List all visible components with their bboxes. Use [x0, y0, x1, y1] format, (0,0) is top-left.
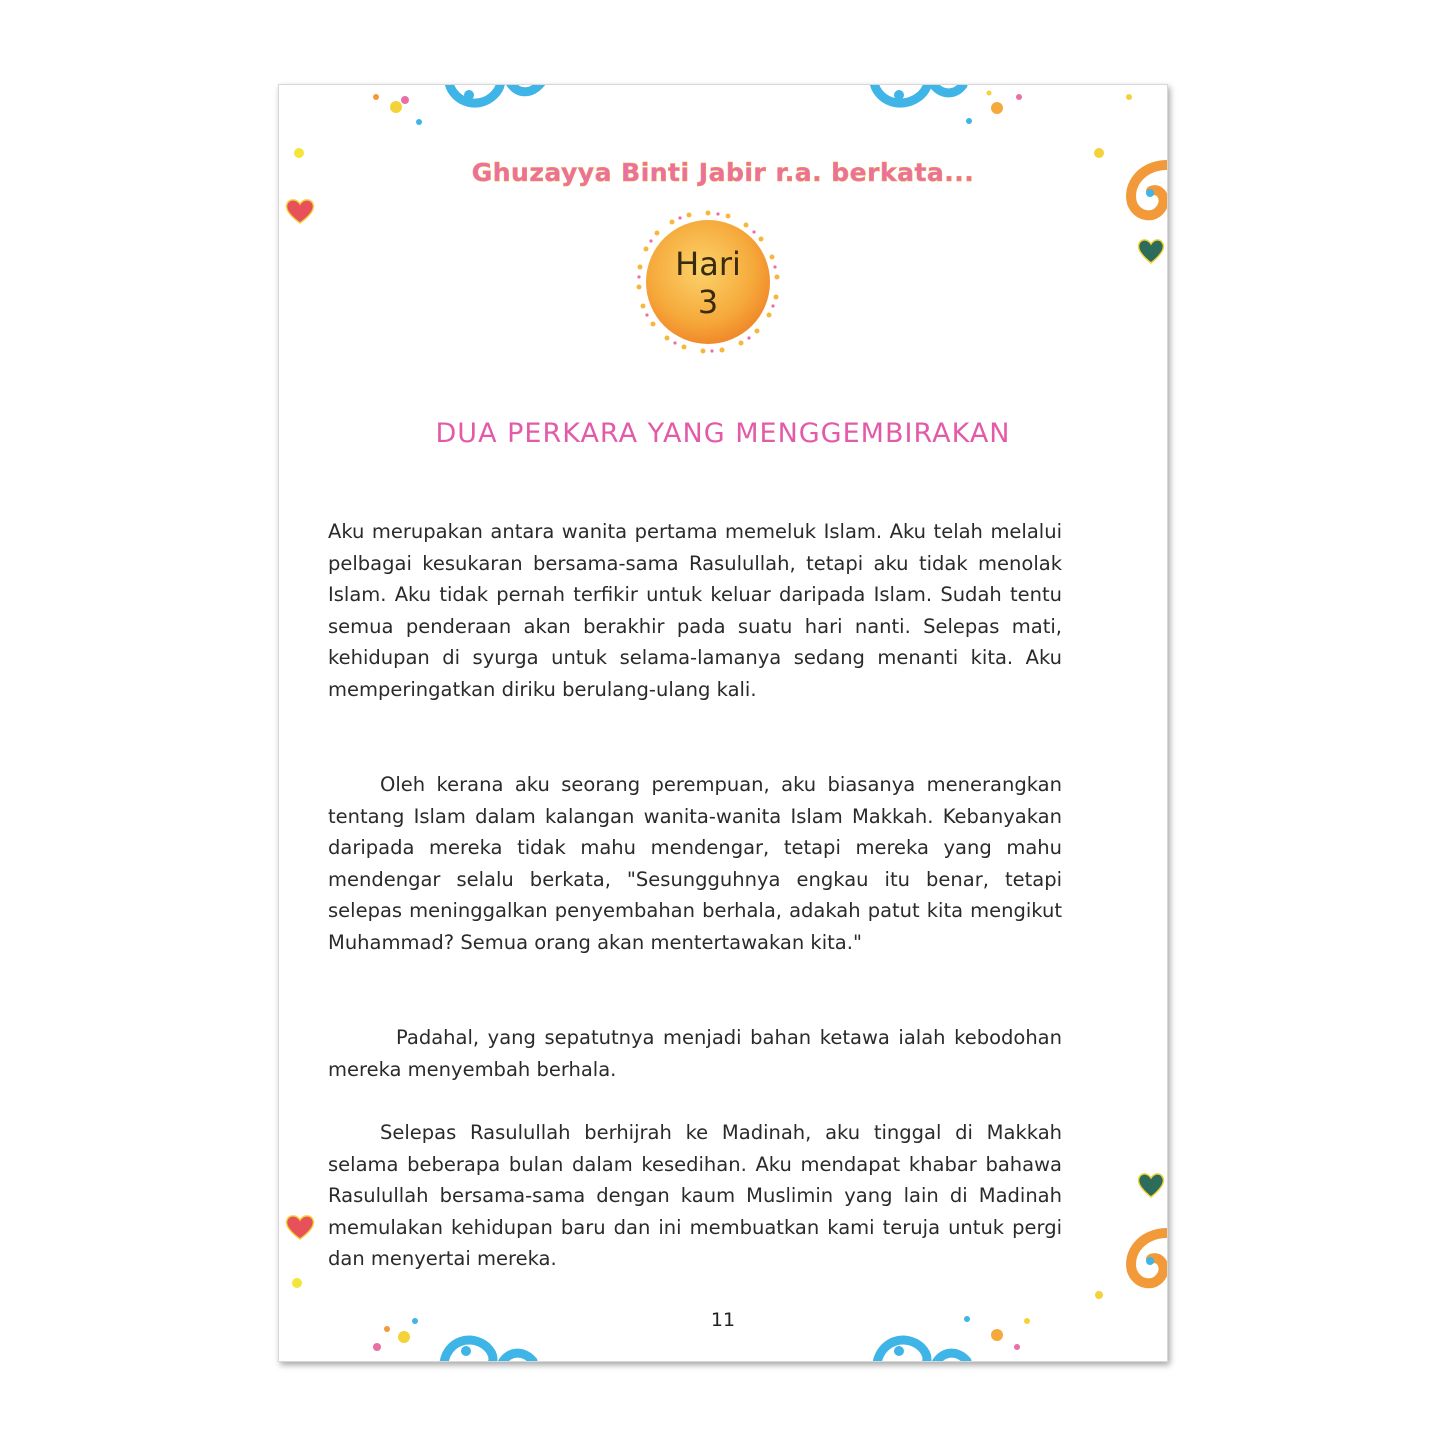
right-bottom-swirl-decoration [1087, 1165, 1167, 1315]
page-number: 11 [710, 1309, 736, 1331]
top-decoration [279, 85, 1167, 145]
heart-icon [285, 197, 315, 225]
day-number: 3 [697, 283, 719, 321]
chapter-title: DUA PERKARA YANG MENGGEMBIRAKAN [435, 418, 1011, 449]
day-badge [633, 245, 783, 321]
book-page [278, 84, 1168, 1362]
heart-icon [285, 1213, 315, 1241]
day-label: Hari [675, 245, 741, 283]
paragraph: Selepas Rasulullah berhijrah ke Madinah, aku tinggal di Makkah selama beberapa bulan dalam kesedihan. Aku mendapat khabar bahawa Rasulullah bersama-sama dengan kaum Muslimin yang lain di Madinah memulakan kehidupan baru dan ini membuatkan kami teruja untuk pergi dan menyertai mereka. [328, 1121, 1062, 1270]
paragraph: Padahal, yang sepatutnya menjadi bahan ketawa ialah kebodohan mereka menyembah berhala. [328, 1026, 1062, 1081]
dot-decoration [289, 1275, 309, 1295]
right-swirl-decoration [1087, 135, 1167, 275]
paragraph: Oleh kerana aku seorang perempuan, aku biasanya menerangkan tentang Islam dalam kalangan wanita-wanita Islam Makkah. Kebanyakan daripada mereka tidak mahu mendengar, tetapi mereka yang mahu mendengar selalu berkata, "Sesungguhnya engkau itu benar, tetapi selepas meninggalkan penyembahan berhala, adakah patut kita mengikut Muhammad? Semua orang akan mentertawakan kita." [328, 773, 1062, 954]
page-header-title: Ghuzayya Binti Jabir r.a. berkata... [471, 158, 975, 187]
paragraph: Aku merupakan antara wanita pertama memeluk Islam. Aku telah melalui pelbagai kesukaran bersama-sama Rasulullah, tetapi aku tidak menolak Islam. Aku tidak pernah terfikir untuk keluar daripada Islam. Sudah tentu semua penderaan akan berakhir pada suatu hari nanti. Selepas mati, kehidupan di syurga untuk selama-lamanya sedang menanti kita. Aku memperingatkan diriku berulang-ulang kali. [328, 520, 1062, 701]
